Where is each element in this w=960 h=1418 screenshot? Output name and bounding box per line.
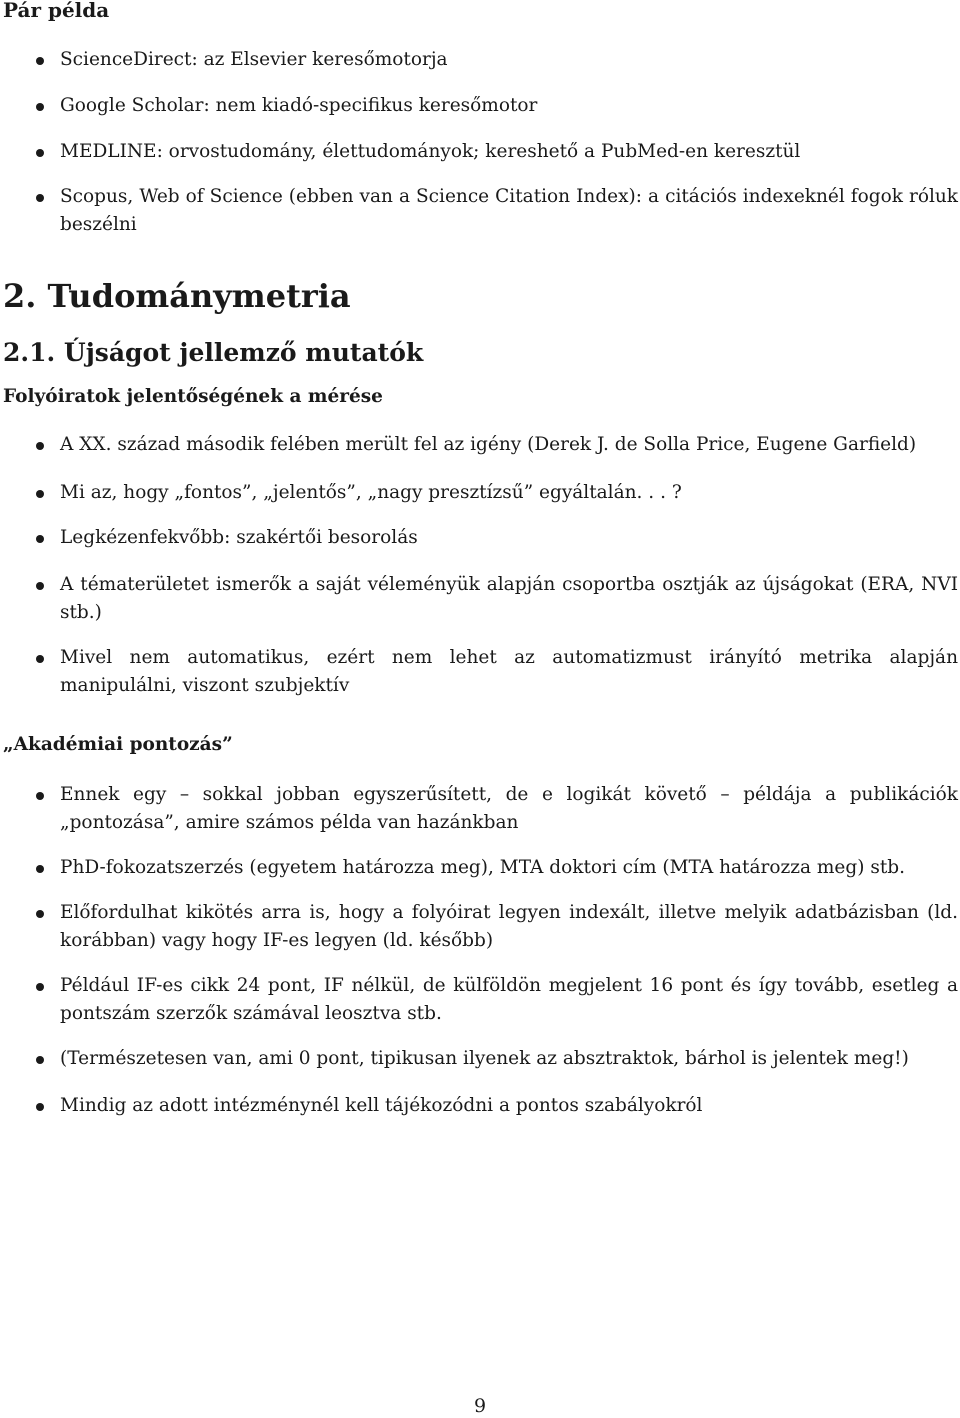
list-item: Mivel nem automatikus, ezért nem lehet az automatizmust irányító metrika alapján manipulálni, viszont szubjektív bbox=[60, 644, 958, 700]
bullet-icon bbox=[36, 149, 44, 157]
list-item: ScienceDirect: az Elsevier keresőmotorja bbox=[60, 46, 958, 74]
section-title: 2. Tudománymetria bbox=[3, 277, 351, 315]
paragraph-heading-akademiai-pontozas: „Akadémiai pontozás” bbox=[3, 734, 233, 755]
list-item: PhD-fokozatszerzés (egyetem határozza meg), MTA doktori cím (MTA határozza meg) stb. bbox=[60, 854, 958, 882]
list-item: Ennek egy – sokkal jobban egyszerűsített, de e logikát követő – példája a publikációk „pontozása”, amire számos példa van hazánkban bbox=[60, 781, 958, 837]
paragraph-heading-folyoiratok: Folyóiratok jelentőségének a mérése bbox=[3, 386, 383, 407]
bullet-icon bbox=[36, 535, 44, 543]
subsection-title: 2.1. Újságot jellemző mutatók bbox=[3, 338, 424, 367]
bullet-icon bbox=[36, 194, 44, 202]
list-item: MEDLINE: orvostudomány, élettudományok; kereshető a PubMed-en keresztül bbox=[60, 138, 958, 166]
list-item: Scopus, Web of Science (ebben van a Science Citation Index): a citációs indexeknél fogok róluk beszélni bbox=[60, 183, 958, 239]
list-item: A tématerületet ismerők a saját véleményük alapján csoportba osztják az újságokat (ERA, NVI stb.) bbox=[60, 571, 958, 627]
list-item: Legkézenfekvőbb: szakértői besorolás bbox=[60, 524, 958, 552]
paragraph-heading-par-pelda: Pár példa bbox=[3, 0, 110, 22]
bullet-icon bbox=[36, 865, 44, 873]
list-item: Például IF-es cikk 24 pont, IF nélkül, de külföldön megjelent 16 pont és így tovább, esetleg a pontszám szerzők számával leosztva stb. bbox=[60, 972, 958, 1028]
bullet-icon bbox=[36, 103, 44, 111]
list-item: Mindig az adott intézménynél kell tájékozódni a pontos szabályokról bbox=[60, 1092, 958, 1120]
list-item: Google Scholar: nem kiadó-specifikus keresőmotor bbox=[60, 92, 958, 120]
list-item: A XX. század második felében merült fel az igény (Derek J. de Solla Price, Eugene Garfield) bbox=[60, 431, 958, 459]
list-item: Előfordulhat kikötés arra is, hogy a folyóirat legyen indexált, illetve melyik adatbázisban (ld. korábban) vagy hogy IF-es legyen (ld. később) bbox=[60, 899, 958, 955]
bullet-icon bbox=[36, 57, 44, 65]
list-item: (Természetesen van, ami 0 pont, tipikusan ilyenek az absztraktok, bárhol is jelentek meg!) bbox=[60, 1045, 958, 1073]
bullet-icon bbox=[36, 490, 44, 498]
list-item: Mi az, hogy „fontos”, „jelentős”, „nagy presztízsű” egyáltalán. . . ? bbox=[60, 479, 958, 507]
bullet-icon bbox=[36, 983, 44, 991]
bullet-icon bbox=[36, 1103, 44, 1111]
bullet-icon bbox=[36, 792, 44, 800]
bullet-icon bbox=[36, 655, 44, 663]
page-number: 9 bbox=[473, 1395, 487, 1417]
bullet-icon bbox=[36, 1056, 44, 1064]
bullet-icon bbox=[36, 910, 44, 918]
bullet-icon bbox=[36, 442, 44, 450]
bullet-icon bbox=[36, 582, 44, 590]
